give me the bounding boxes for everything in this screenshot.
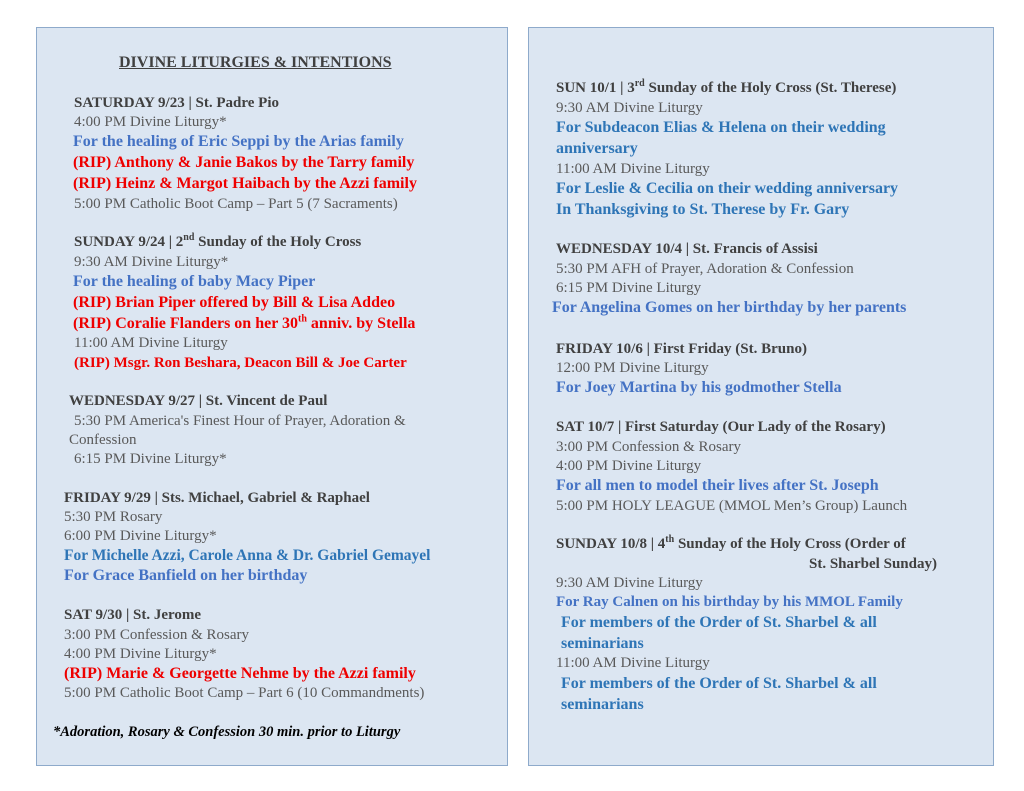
sun108-intention-2: For members of the Order of St. Sharbel & all — [561, 614, 877, 631]
wed927-heading: WEDNESDAY 9/27 | St. Vincent de Paul — [69, 393, 328, 409]
footnote: *Adoration, Rosary & Confession 30 min. prior to Liturgy — [53, 724, 401, 740]
left-panel — [36, 27, 508, 766]
sat923-heading: SATURDAY 9/23 | St. Padre Pio — [74, 95, 279, 111]
wed104-liturgy: 6:15 PM Divine Liturgy — [556, 280, 702, 296]
sat107-confession: 3:00 PM Confession & Rosary — [556, 439, 742, 455]
sun101-intention-2: For Leslie & Cecilia on their wedding anniversary — [556, 180, 899, 197]
sun924-intention-2: (RIP) Brian Piper offered by Bill & Lisa Addeo — [73, 294, 396, 311]
sun924-liturgy-2: 11:00 AM Divine Liturgy — [74, 335, 228, 351]
sun101-heading: SUN 10/1 | 3rd Sunday of the Holy Cross (St. Therese) — [556, 78, 897, 96]
sat930-confession: 3:00 PM Confession & Rosary — [64, 627, 250, 643]
right-panel — [528, 27, 994, 766]
sat107-heading: SAT 10/7 | First Saturday (Our Lady of the Rosary) — [556, 419, 886, 435]
sun108-intention-3: For members of the Order of St. Sharbel & all — [561, 675, 877, 692]
wed927-liturgy: 6:15 PM Divine Liturgy* — [74, 451, 227, 467]
sun108-intention-3-cont: seminarians — [561, 696, 644, 713]
sun101-intention-1-cont: anniversary — [556, 140, 638, 157]
sat107-holy-league: 5:00 PM HOLY LEAGUE (MMOL Men’s Group) Launch — [556, 498, 908, 514]
wed927-line-1: 5:30 PM America's Finest Hour of Prayer, Adoration & — [74, 413, 406, 429]
sun101-liturgy-2: 11:00 AM Divine Liturgy — [556, 161, 710, 177]
sat930-bootcamp: 5:00 PM Catholic Boot Camp – Part 6 (10 Commandments) — [64, 685, 425, 701]
sat107-liturgy: 4:00 PM Divine Liturgy — [556, 458, 702, 474]
sun108-heading: SUNDAY 10/8 | 4th Sunday of the Holy Cross (Order of — [556, 534, 906, 552]
wed104-heading: WEDNESDAY 10/4 | St. Francis of Assisi — [556, 241, 818, 257]
sun108-liturgy-1: 9:30 AM Divine Liturgy — [556, 575, 703, 591]
sun108-heading-cont: St. Sharbel Sunday) — [809, 556, 937, 572]
sat923-bootcamp: 5:00 PM Catholic Boot Camp – Part 5 (7 Sacraments) — [74, 196, 398, 212]
sat923-intention-2: (RIP) Anthony & Janie Bakos by the Tarry family — [73, 154, 415, 171]
page-title: DIVINE LITURGIES & INTENTIONS — [119, 54, 392, 71]
fri929-liturgy: 6:00 PM Divine Liturgy* — [64, 528, 217, 544]
fri106-heading: FRIDAY 10/6 | First Friday (St. Bruno) — [556, 341, 807, 357]
sun924-intention-1: For the healing of baby Macy Piper — [73, 273, 316, 290]
wed927-line-2: Confession — [69, 432, 137, 448]
sat930-heading: SAT 9/30 | St. Jerome — [64, 607, 202, 623]
sun924-intention-3: (RIP) Coralie Flanders on her 30th anniv. by Stella — [73, 313, 416, 332]
fri929-intention-2: For Grace Banfield on her birthday — [64, 567, 308, 584]
sun924-liturgy-1: 9:30 AM Divine Liturgy* — [74, 254, 229, 270]
sat923-liturgy: 4:00 PM Divine Liturgy* — [74, 114, 227, 130]
sun101-intention-3: In Thanksgiving to St. Therese by Fr. Gary — [556, 201, 850, 218]
fri929-intention-1: For Michelle Azzi, Carole Anna & Dr. Gabriel Gemayel — [64, 547, 431, 564]
sat923-intention-1: For the healing of Eric Seppi by the Arias family — [73, 133, 404, 150]
sat930-liturgy: 4:00 PM Divine Liturgy* — [64, 646, 217, 662]
wed104-line-1: 5:30 PM AFH of Prayer, Adoration & Confession — [556, 261, 854, 277]
sun101-liturgy-1: 9:30 AM Divine Liturgy — [556, 100, 703, 116]
sun101-intention-1: For Subdeacon Elias & Helena on their wedding — [556, 119, 886, 136]
wed104-intention-1: For Angelina Gomes on her birthday by her parents — [552, 299, 907, 316]
fri929-rosary: 5:30 PM Rosary — [64, 509, 163, 525]
sat930-intention-1: (RIP) Marie & Georgette Nehme by the Azzi family — [64, 665, 416, 682]
fri929-heading: FRIDAY 9/29 | Sts. Michael, Gabriel & Raphael — [64, 490, 370, 506]
sat923-intention-3: (RIP) Heinz & Margot Haibach by the Azzi family — [73, 175, 417, 192]
sun108-liturgy-2: 11:00 AM Divine Liturgy — [556, 655, 710, 671]
fri106-liturgy: 12:00 PM Divine Liturgy — [556, 360, 709, 376]
sun924-intention-4: (RIP) Msgr. Ron Beshara, Deacon Bill & Joe Carter — [74, 355, 407, 371]
sat107-intention-1: For all men to model their lives after St. Joseph — [556, 477, 879, 494]
fri106-intention-1: For Joey Martina by his godmother Stella — [556, 379, 842, 396]
sun108-intention-1: For Ray Calnen on his birthday by his MMOL Family — [556, 594, 903, 610]
sun924-heading: SUNDAY 9/24 | 2nd Sunday of the Holy Cross — [74, 232, 362, 250]
sun108-intention-2-cont: seminarians — [561, 635, 644, 652]
